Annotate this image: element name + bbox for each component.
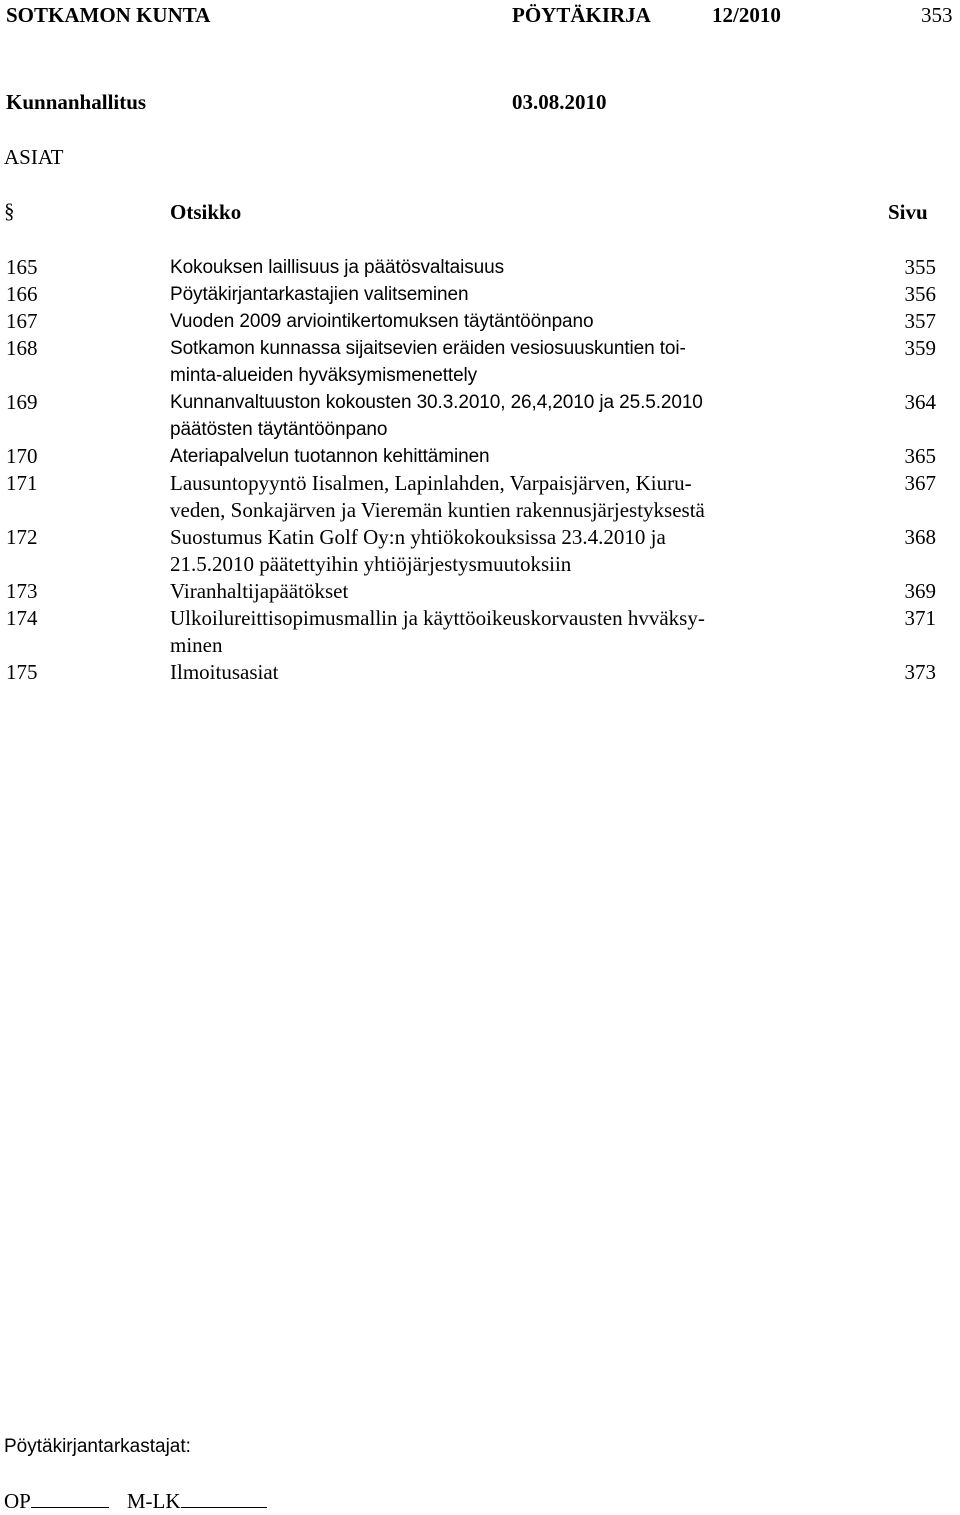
agenda-item-number: 171 (6, 471, 38, 495)
reviewers-label: Pöytäkirjantarkastajat: (4, 1436, 191, 1457)
agenda-item-title (170, 389, 755, 443)
agenda-item-page: 357 (904, 309, 936, 333)
agenda-item-page: 373 (904, 660, 936, 684)
agenda-item (6, 470, 936, 524)
agenda-item-number: 175 (6, 660, 38, 684)
agenda-item-number: 167 (6, 309, 38, 333)
agenda-item-title-line: Vuoden 2009 arviointikertomuksen täytäntöönpano (170, 311, 594, 332)
agenda-item-title (170, 605, 755, 659)
reviewer-initials-mlk: M-LK (126, 1489, 181, 1513)
agenda-item-title (170, 254, 755, 281)
agenda-item-page: 364 (904, 390, 936, 414)
agenda-item-page: 369 (904, 579, 936, 603)
agenda-item-title-line: Pöytäkirjantarkastajien valitseminen (170, 284, 469, 305)
agenda-item (6, 443, 936, 470)
agenda-item-title-line: Kunnanvaltuuston kokousten 30.3.2010, 26,4,2010 ja 25.5.2010 (170, 392, 703, 413)
agenda-item-title-line: minta-alueiden hyväksymismenettely (170, 365, 478, 386)
signature-line (31, 1489, 109, 1508)
agenda-item-title-line: Ateriapalvelun tuotannon kehittäminen (170, 446, 490, 467)
agenda-item-title (170, 443, 755, 470)
agenda-item (6, 281, 936, 308)
agenda-list (6, 254, 936, 686)
agenda-item (6, 308, 936, 335)
agenda-item-number: 169 (6, 390, 38, 414)
document-type: PÖYTÄKIRJA (512, 3, 651, 27)
agenda-item (6, 389, 936, 443)
agenda-item-title-line: Lausuntopyyntö Iisalmen, Lapinlahden, Varpaisjärven, Kiuru- (170, 471, 692, 495)
agenda-item (6, 254, 936, 281)
agenda-item-title-line: Suostumus Katin Golf Oy:n yhtiökokouksissa 23.4.2010 ja (170, 525, 666, 549)
document-number: 12/2010 (712, 3, 781, 27)
agenda-item-page: 359 (904, 336, 936, 360)
signature-line (181, 1489, 267, 1508)
agenda-item (6, 659, 936, 686)
agenda-item-page: 355 (904, 255, 936, 279)
column-header-page: Sivu (888, 200, 928, 224)
agenda-item-title-line: Ulkoilureittisopimusmallin ja käyttöoikeuskorvausten hvväksy- (170, 606, 705, 630)
section-sign-icon: § (4, 199, 15, 223)
agenda-item-title-line: Sotkamon kunnassa sijaitsevien eräiden vesiosuuskuntien toi- (170, 338, 686, 359)
agenda-item-title-line: Ilmoitusasiat (170, 660, 279, 684)
agenda-item-title (170, 335, 755, 389)
agenda-item-page: 356 (904, 282, 936, 306)
section-title: ASIAT (4, 145, 64, 169)
agenda-item-number: 174 (6, 606, 38, 630)
column-header-title: Otsikko (170, 200, 242, 224)
agenda-item-title (170, 524, 755, 578)
agenda-item-number: 170 (6, 444, 38, 468)
agenda-item-title-line: päätösten täytäntöönpano (170, 419, 388, 440)
committee-name: Kunnanhallitus (6, 90, 147, 114)
page-number: 353 (921, 3, 953, 27)
agenda-item-number: 165 (6, 255, 38, 279)
meeting-date: 03.08.2010 (512, 90, 607, 114)
agenda-item-number: 172 (6, 525, 38, 549)
agenda-item-number: 173 (6, 579, 38, 603)
reviewer-initials-op: OP (4, 1489, 31, 1513)
agenda-item-title-line: Kokouksen laillisuus ja päätösvaltaisuus (170, 257, 504, 278)
reviewer-signatures (4, 1488, 267, 1515)
agenda-item-title-line: Viranhaltijapäätökset (170, 579, 349, 603)
agenda-item (6, 335, 936, 389)
agenda-item-title (170, 470, 755, 524)
agenda-item-title (170, 659, 755, 686)
agenda-item (6, 524, 936, 578)
agenda-item-title (170, 281, 755, 308)
agenda-item (6, 605, 936, 659)
agenda-item-title (170, 578, 755, 605)
agenda-item-page: 368 (904, 525, 936, 549)
agenda-item-number: 168 (6, 336, 38, 360)
agenda-item-title-line: 21.5.2010 päätettyihin yhtiöjärjestysmuutoksiin (170, 552, 572, 576)
agenda-item-page: 367 (904, 471, 936, 495)
agenda-item-number: 166 (6, 282, 38, 306)
agenda-item-page: 365 (904, 444, 936, 468)
agenda-item-title (170, 308, 755, 335)
agenda-item (6, 578, 936, 605)
agenda-item-page: 371 (904, 606, 936, 630)
agenda-item-title-line: veden, Sonkajärven ja Vieremän kuntien rakennusjärjestyksestä (170, 498, 705, 522)
municipality-name: SOTKAMON KUNTA (6, 3, 211, 27)
agenda-item-title-line: minen (170, 633, 223, 657)
